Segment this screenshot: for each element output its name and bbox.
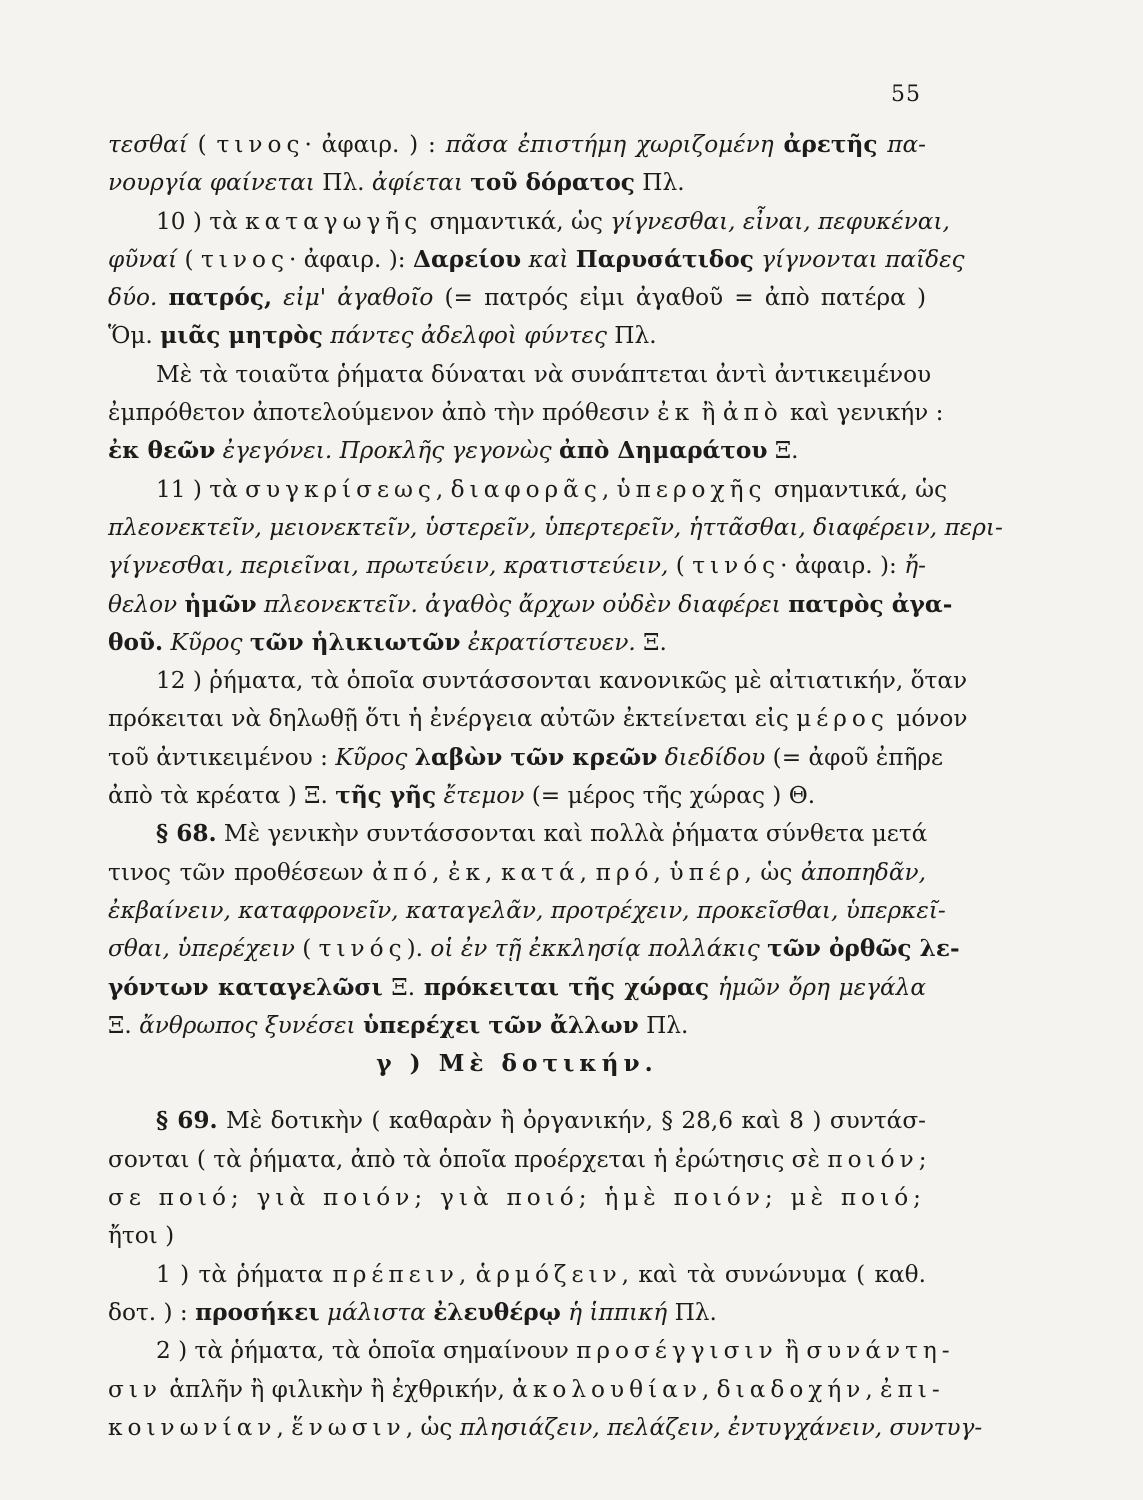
text-line (108, 471, 948, 509)
text-run: σθαι, ὑπερέχειν (108, 935, 295, 963)
text-run (552, 437, 559, 464)
text-run: τινος τῶν προθέσεων (108, 858, 373, 886)
text-run: , (435, 475, 451, 503)
text-line (108, 547, 926, 585)
text-line (108, 241, 965, 279)
text-run: Πλ. (638, 1011, 689, 1039)
text-run: ἡμῶν ὄρη μεγάλα (709, 973, 926, 1001)
text-line (108, 279, 926, 317)
text-run: ἐκβαίνειν, καταφρονεῖν, καταγελᾶν, προτρέχειν, προκεῖσθαι, ὑπερκεῖ- (108, 896, 946, 924)
text-run: πλεονεκτεῖν, μειονεκτεῖν, ὑστερεῖν, ὑπερτερεῖν, ἡττᾶσθαι, διαφέρειν, περι- (108, 513, 1003, 541)
section-heading (108, 1045, 926, 1083)
text-line (108, 1007, 926, 1045)
text-run: Ξ. (635, 628, 667, 656)
text-run: § 69. (156, 1107, 218, 1135)
text-run: ( (668, 552, 693, 580)
text-run: ἐπι- (880, 1375, 945, 1403)
text-run: Πλ. (606, 322, 657, 350)
text-run: Ξ. (108, 1011, 140, 1039)
text-line (108, 815, 926, 853)
text-run: , (432, 858, 449, 886)
text-run: φῦναί (108, 245, 178, 273)
text-run: ἢ (694, 399, 723, 427)
text-run: Μὲ τὰ τοιαῦτα ῥήματα δύναται νὰ συνάπτεται ἀντὶ ἀντικειμένου (156, 360, 932, 388)
text-run: μάλιστα (319, 1298, 426, 1326)
text-run: δοτ. ) : (108, 1298, 196, 1326)
text-run: πα- (877, 131, 927, 158)
text-run: τῶν ἡλικιωτῶν (249, 628, 461, 656)
text-run: σημαντικά, ὡς (766, 475, 948, 503)
text-run (177, 591, 184, 618)
text-run: ἐγεγόνει. Προκλῆς γεγονὼς (215, 437, 552, 465)
text-run: ( (177, 245, 201, 273)
text-run: ἀπό (372, 858, 433, 886)
text-line (108, 1256, 926, 1294)
text-run: γόντων καταγελῶσι (108, 973, 383, 1001)
text-run: · ἀφαιρ. ): (288, 245, 413, 273)
text-line (108, 356, 932, 394)
text-run: , (601, 475, 617, 503)
text-run: τοῦ δόρατος (470, 169, 635, 197)
text-run: τινος (216, 131, 305, 158)
text-line (108, 1179, 926, 1217)
text-run: ἐλευθέρῳ (433, 1298, 561, 1326)
text-line (108, 1294, 926, 1332)
text-run: σημαντικά, ὡς (422, 207, 611, 235)
text-run (356, 1012, 363, 1039)
text-run: · ἀφαιρ. ): (780, 552, 905, 580)
text-run: κοινωνίαν (108, 1413, 277, 1441)
text-run: συνάντη- (806, 1337, 955, 1365)
text-run: εἰμ' ἀγαθοῖο (272, 284, 434, 312)
text-line (108, 930, 960, 968)
body-text (108, 126, 1003, 1447)
text-run: γίγνεσθαι, εἶναι, πεφυκέναι, (610, 207, 950, 235)
section-gap (108, 1083, 926, 1102)
text-run: θελον (108, 590, 178, 618)
text-line (108, 432, 926, 470)
text-line (108, 854, 926, 892)
text-line (108, 509, 1003, 547)
text-run: ἢ (777, 1337, 807, 1365)
text-run: πατρός, (168, 284, 273, 312)
text-run: · ἀφαιρ. ) : (304, 131, 446, 158)
text-run: ποιόν (827, 1145, 919, 1173)
text-run: , (701, 1375, 717, 1403)
text-line (108, 164, 926, 202)
text-run (407, 744, 414, 771)
text-run: νουργία φαίνεται (108, 169, 315, 197)
text-run: Πλ. (314, 169, 372, 197)
text-run: τινος (200, 245, 289, 273)
text-run: ὑπερέχει τῶν ἄλλων (363, 1011, 639, 1039)
text-run: πρέπειν (332, 1260, 459, 1288)
text-run: ( (294, 935, 319, 963)
text-run: τεσθαί (108, 131, 188, 158)
text-run: Ξ. (767, 437, 799, 465)
text-run: σιν (108, 1375, 163, 1403)
text-line (108, 662, 968, 700)
text-run: ἐκ (657, 399, 695, 427)
text-line (108, 1371, 945, 1409)
text-run: ἀρετῆς (783, 131, 878, 158)
text-run: ; (918, 1145, 927, 1173)
text-run: ἐμπρόθετον ἀποτελούμενον ἀπὸ τὴν πρόθεσιν (108, 399, 658, 427)
text-run: ἁπλῆν ἢ φιλικὴν ἢ ἐχθρικήν, (162, 1375, 513, 1403)
text-run: σονται ( τὰ ῥήματα, ἀπὸ τὰ ὁποῖα προέρχεται ἡ ἐρώτησις σὲ (108, 1145, 828, 1173)
text-line (108, 1409, 983, 1447)
text-line (108, 394, 944, 432)
text-run: (= πατρός εἰμι ἀγαθοῦ = ἀπὸ πατέρα ) (433, 284, 926, 312)
text-run: ). (406, 935, 431, 963)
text-line (108, 700, 968, 738)
text-run: μόνον (888, 705, 968, 733)
text-run: ἐκ (448, 858, 486, 886)
text-run: (= μέρος τῆς χώρας ) Θ. (524, 782, 816, 810)
text-run: , καὶ τὰ συνώνυμα ( καθ. (621, 1260, 926, 1288)
text-run: Ξ. (382, 973, 424, 1001)
text-run: πρόκειται νὰ δηλωθῇ ὅτι ἡ ἐνέργεια αὐτῶν ἐκτείνεται εἰς (108, 705, 797, 733)
text-run: διαφορᾶς (450, 475, 602, 503)
text-run: ( (187, 131, 217, 158)
text-run: ἀφίεται (371, 169, 463, 197)
text-run: Πλ. (667, 1298, 717, 1326)
text-run: Κῦρος (163, 628, 243, 656)
text-run: Κῦρος (335, 743, 408, 771)
text-run: οἱ ἐν τῇ ἐκκλησίᾳ πολλάκις (430, 935, 760, 963)
text-run: τοῦ ἀντικειμένου : (108, 743, 336, 771)
text-run: τῆς γῆς (335, 782, 437, 810)
text-line (108, 969, 926, 1007)
text-run: Πλ. (634, 169, 685, 197)
text-run: ἀπὸ τὰ κρέατα ) Ξ. (108, 782, 336, 810)
text-run: ἄνθρωπος ξυνέσει (139, 1011, 356, 1039)
text-run: (= ἀφοῦ ἐπῆρε (765, 743, 944, 771)
text-run: Παρυσάτιδος (575, 245, 754, 273)
text-run: 11 ) τὰ (156, 475, 246, 503)
text-run: , (276, 1413, 292, 1441)
text-run: προσήκει (195, 1298, 320, 1326)
text-run: ἤτοι ) (108, 1222, 175, 1250)
text-run: , (485, 858, 502, 886)
text-run: 10 ) τὰ (156, 207, 246, 235)
text-run: διεδίδου (657, 743, 766, 771)
text-line (108, 126, 926, 164)
text-run: Δαρείου (412, 245, 522, 273)
text-line (108, 739, 944, 777)
text-run: ἀπὸ Δημαράτου (559, 437, 768, 465)
text-run: ὑπέρ (669, 858, 745, 886)
text-line (108, 203, 950, 241)
text-run: ἀποπηδᾶν, (800, 858, 926, 886)
text-line (108, 586, 953, 624)
text-run: ἔτεμον (436, 782, 525, 810)
text-run: , (865, 1375, 881, 1403)
text-run: σε ποιό; γιὰ ποιόν; γιὰ ποιό; ἡμὲ ποιόν; μὲ ποιό; (108, 1184, 926, 1212)
text-run: ἡ ἱππική (560, 1298, 668, 1326)
text-run: θοῦ. (108, 628, 164, 656)
text-run: Μὲ γενικὴν συντάσσονται καὶ πολλὰ ῥήματα σύνθετα μετά (216, 820, 928, 848)
text-run: , ὡς (744, 858, 801, 886)
text-run: συγκρίσεως (245, 475, 436, 503)
text-run: γ ) Μὲ δοτικήν. (376, 1050, 658, 1078)
text-run: ἐκ θεῶν (108, 437, 216, 465)
text-run: δύο. (108, 284, 158, 312)
text-run: λαβὼν τῶν κρεῶν (414, 743, 658, 771)
text-line (108, 777, 926, 815)
text-run: προσέγγισιν (576, 1337, 778, 1365)
text-run: τῶν ὀρθῶς λε- (767, 935, 960, 963)
text-run: πρόκειται τῆς χώρας (423, 973, 710, 1001)
text-run: ἤ- (904, 552, 926, 580)
text-run: πᾶσα ἐπιστήμη χωριζομένη (445, 131, 784, 158)
text-run: καὶ γενικήν : (782, 399, 944, 427)
text-run: 12 ) ῥήματα, τὰ ὁποῖα συντάσσονται κανονικῶς μὲ αἰτιατικήν, ὅταν (156, 667, 968, 695)
text-run: καταγωγῆς (245, 207, 423, 235)
text-run: , (653, 858, 670, 886)
text-run: διαδοχήν (716, 1375, 866, 1403)
text-run: 2 ) τὰ ῥήματα, τὰ ὁποῖα σημαίνουν (156, 1337, 577, 1365)
text-run: ἕνωσιν (291, 1413, 406, 1441)
text-line (108, 1217, 926, 1255)
text-run: , (579, 858, 596, 886)
text-run: πλησιάζειν, πελάζειν, ἐντυγχάνειν, συντυγ- (459, 1413, 983, 1441)
text-run: μέρος (796, 705, 889, 733)
text-run: καὶ (521, 245, 576, 273)
text-run: § 68. (156, 820, 217, 848)
text-run: ἀπὸ (722, 399, 783, 427)
text-run: , ὡς (405, 1413, 460, 1441)
text-run: , (458, 1260, 476, 1288)
text-run (242, 629, 249, 656)
text-line (108, 892, 946, 930)
text-run (157, 284, 168, 311)
text-run: Ὅμ. (108, 322, 161, 350)
text-run: πλεονεκτεῖν. ἀγαθὸς ἄρχων οὐδὲν διαφέρει (256, 590, 781, 618)
text-run: γίγνεσθαι, περιεῖναι, πρωτεύειν, κρατιστεύειν, (108, 552, 669, 580)
text-line (108, 317, 926, 355)
text-line (108, 624, 926, 662)
text-line (108, 1102, 926, 1140)
page-number: 55 (891, 82, 921, 107)
text-run: ἐκρατίστευεν. (460, 628, 636, 656)
text-run: ἁρμόζειν (475, 1260, 622, 1288)
text-line (108, 1141, 926, 1179)
text-run: Μὲ δοτικὴν ( καθαρὰν ἢ ὀργανικήν, § 28,6 καὶ 8 ) συντάσ- (217, 1107, 926, 1135)
text-run: τινός (318, 935, 407, 963)
text-line (108, 1332, 955, 1370)
text-run: μιᾶς μητρὸς (160, 322, 323, 350)
text-run: πατρὸς ἀγα- (788, 590, 953, 618)
text-run: πάντες ἀδελφοὶ φύντες (322, 322, 607, 350)
text-run: τινός (692, 552, 781, 580)
text-run: ἀκολουθίαν (512, 1375, 702, 1403)
text-run: γίγνονται παῖδες (753, 245, 965, 273)
text-run: ὑπεροχῆς (616, 475, 767, 503)
text-run: ἡμῶν (184, 590, 257, 618)
text-run: πρό (595, 858, 654, 886)
text-run: κατά (501, 858, 580, 886)
text-run: 1 ) τὰ ῥήματα (156, 1260, 333, 1288)
